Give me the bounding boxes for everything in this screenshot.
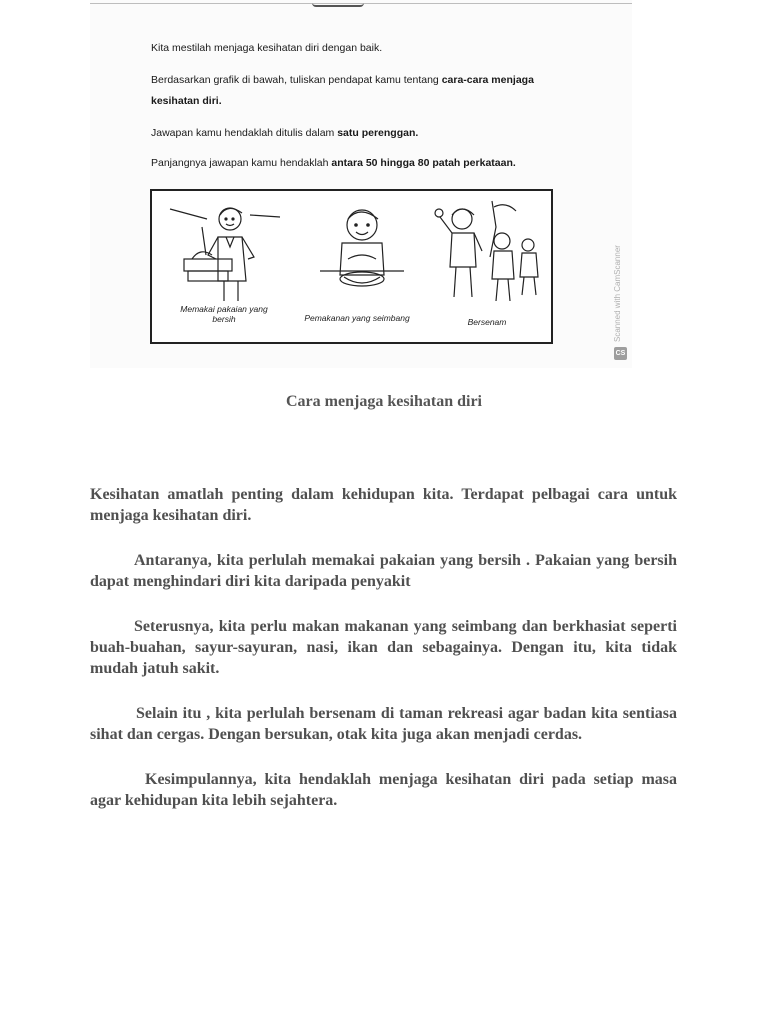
essay-body (90, 484, 677, 835)
instruction-text: Panjangnya jawapan kamu hendaklah (151, 157, 332, 169)
instruction-emphasis: cara-cara menjaga kesihatan diri. (151, 74, 534, 107)
essay-paragraph: Kesimpulannya, kita hendaklah menjaga kesihatan diri pada setiap masa agar kehidupan kita lebih sejahtera. (90, 771, 677, 809)
instruction-text: Jawapan kamu hendaklah ditulis dalam (151, 127, 338, 139)
caption-balanced-diet: Pemakanan yang seimbang (304, 313, 410, 323)
instruction-line-1 (151, 41, 382, 55)
boy-ironing-clothes-icon (162, 197, 282, 307)
instruction-line-3 (151, 126, 418, 140)
instruction-emphasis: satu perenggan. (337, 127, 419, 139)
instruction-line-4 (151, 156, 516, 170)
boy-eating-meal-icon (312, 197, 412, 307)
instruction-emphasis: antara 50 hingga 80 patah perkataan. (331, 157, 516, 169)
essay-paragraph: Kesihatan amatlah penting dalam kehidupan kita. Terdapat pelbagai cara untuk menjaga kesihatan diri. (90, 486, 677, 524)
scanner-watermark: Scanned with CamScanner (613, 245, 622, 342)
essay-paragraph: Antaranya, kita perlulah memakai pakaian yang bersih . Pakaian yang bersih dapat menghindari diri kita daripada penyakit (90, 552, 677, 590)
instruction-line-2 (151, 70, 551, 112)
instruction-text: Berdasarkan grafik di bawah, tuliskan pendapat kamu tentang (151, 74, 442, 86)
children-exercising-icon (432, 197, 547, 312)
essay-paragraph: Seterusnya, kita perlu makan makanan yang seimbang dan berkhasiat seperti buah-buahan, sayur-sayuran, nasi, ikan dan sebagainya. Dengan itu, kita tidak mudah jatuh sakit. (90, 618, 677, 677)
scanned-question-section (90, 0, 632, 368)
scan-top-mark (312, 0, 364, 7)
instruction-text: Kita mestilah menjaga kesihatan diri dengan baik. (151, 42, 383, 54)
illustration-panel (150, 189, 553, 344)
camscanner-logo-icon: CS (614, 347, 627, 360)
essay-title: Cara menjaga kesihatan diri (286, 393, 482, 410)
caption-exercise: Bersenam (467, 317, 507, 327)
caption-clean-clothes: Memakai pakaian yang bersih (180, 304, 268, 324)
essay-paragraph: Selain itu , kita perlulah bersenam di taman rekreasi agar badan kita sentiasa sihat dan cergas. Dengan bersukan, otak kita juga akan menjadi cerdas. (90, 705, 677, 743)
